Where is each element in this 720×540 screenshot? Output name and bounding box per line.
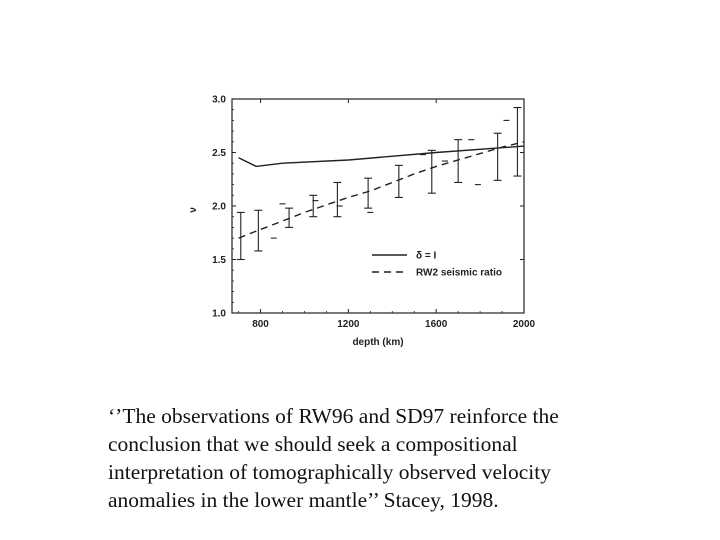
x-tick-label: 1600 <box>425 319 448 330</box>
series-line-1 <box>239 146 524 166</box>
quote-line-1: ‘’The observations of RW96 and SD97 reinforce the <box>108 404 559 428</box>
x-tick-label: 2000 <box>512 319 536 330</box>
y-axis-label: ν <box>188 207 199 213</box>
y-tick-label: 1.5 <box>212 255 226 266</box>
legend-label-2: RW2 seismic ratio <box>416 267 502 279</box>
plot-frame <box>232 99 524 313</box>
figure-chart <box>180 80 550 360</box>
y-tick-label: 2.5 <box>212 148 226 159</box>
y-tick-label: 1.0 <box>212 308 226 320</box>
x-axis-label: depth (km) <box>352 337 404 348</box>
x-tick-label: 1200 <box>337 319 360 330</box>
series-line-2 <box>239 142 524 238</box>
x-tick-label: 800 <box>252 319 269 330</box>
quote-line-4: anomalies in the lower mantle’’ Stacey, 1998. <box>108 488 499 512</box>
quote-text <box>108 402 668 514</box>
y-tick-label: 2.0 <box>212 201 226 213</box>
quote-line-3: interpretation of tomographically observed velocity <box>108 460 551 484</box>
legend-label-1: δ = I <box>416 250 437 262</box>
y-tick-label: 3.0 <box>212 94 226 106</box>
quote-line-2: conclusion that we should seek a compositional <box>108 432 518 456</box>
chart-svg <box>180 80 550 360</box>
